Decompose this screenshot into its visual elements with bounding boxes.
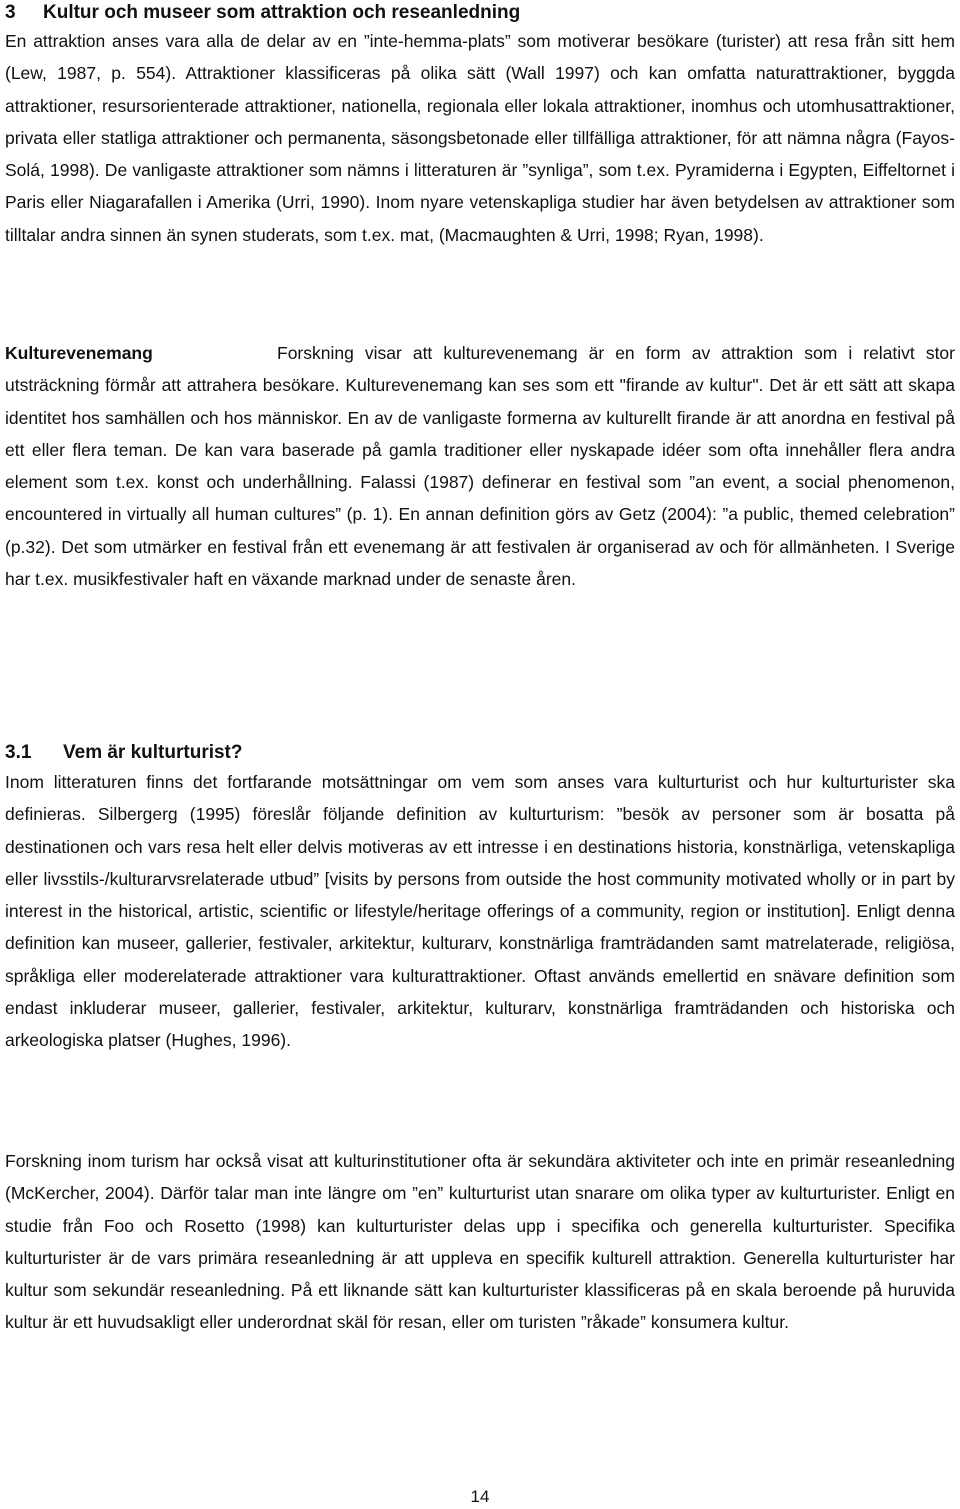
paragraph-cultural-events-text: Forskning visar att kulturevenemang är en form av attraktion som i relativt stor utsträckning förmår att attrahera besökare. Kulturevenemang kan ses som ett "firande av kultur". Det är ett sätt att skapa identitet hos samhällen och hos människor. En av de vanligaste formerna av kulturellt firande är att anordna en festival på ett eller flera teman. De kan vara baserade på gamla traditioner eller nyskapade idéer som ofta innehåller flera andra element som t.ex. konst och underhållning. Falassi (1987) definerar en festival som ”an event, a social phenomenon, encountered in virtually all human cultures” (p. 1). En annan definition görs av Getz (2004): ”a public, themed celebration” (p.32). Det som utmärker en festival från ett evenemang är att festivalen är organiserad av och för allmänheten. I Sverige har t.ex. musikfestivaler haft en växande marknad under de senaste åren. xyxy=(5,343,955,590)
subsection-number: 3.1 xyxy=(5,742,32,763)
section-title: Kultur och museer som attraktion och reseanledning xyxy=(43,2,521,23)
section-heading xyxy=(5,0,520,26)
paragraph-cultural-events xyxy=(5,337,955,595)
subsection-heading xyxy=(5,740,243,766)
section-number: 3 xyxy=(5,2,16,23)
paragraph-cultural-tourist-types: Forskning inom turism har också visat att kulturinstitutioner ofta är sekundära aktiviteter och inte en primär reseanledning (McKercher, 2004). Därför talar man inte längre om ”en” kulturturist utan snarare om olika typer av kulturturister. Enligt en studie från Foo och Rosetto (1998) kan kulturturister delas upp i specifika och generella kulturturister. Specifika kulturturister är de vars primära reseanledning är att uppleva en specifik kulturell attraktion. Generella kulturturister har kultur som sekundär reseanledning. På ett liknande sätt kan kulturturister klassificeras på en skala beroende på huruvida kultur är ett huvudsakligt eller underordnat skäl för resan, eller om turisten ”råkade” konsumera kultur. xyxy=(5,1151,955,1333)
paragraph-lead-term: Kulturevenemang xyxy=(5,343,153,363)
subsection-title: Vem är kulturturist? xyxy=(63,742,243,763)
paragraph-cultural-tourist-definition: Inom litteraturen finns det fortfarande motsättningar om vem som anses vara kulturturist och hur kulturturister ska definieras. Silbergerg (1995) föreslår följande definition av kulturturism: ”besök av personer som är bosatta på destinationen och vars resa helt eller delvis motiveras av ett intresse i en destinations historia, konstnärliga, vetenskapliga eller livsstils-/kulturarvsrelaterade utbud” [visits by persons from outside the host community motivated wholly or in part by interest in the historical, artistic, scientific or lifestyle/heritage offerings of a community, region or institution]. Enligt denna definition kan museer, gallerier, festivaler, arkitektur, kulturarv, konstnärliga framträdanden samt matrelaterade, religiösa, språkliga eller moderelaterade attraktioner vara kulturattraktioner. Oftast används emellertid en snävare definition som endast inkluderar museer, gallerier, festivaler, arkitektur, kulturarv, konstnärliga framträdanden och historiska och arkeologiska platser (Hughes, 1996). xyxy=(5,772,955,1051)
page-number: 14 xyxy=(470,1487,490,1506)
paragraph-attractions: En attraktion anses vara alla de delar av en ”inte-hemma-plats” som motiverar besökare (turister) att resa från sitt hem (Lew, 1987, p. 554). Attraktioner klassificeras på olika sätt (Wall 1997) och kan omfatta naturattraktioner, byggda attraktioner, resursorienterade attraktioner, nationella, regionala eller lokala attraktioner, inomhus och utomhusattraktioner, privata eller statliga attraktioner och permanenta, säsongsbetonade eller tillfälliga attraktioner, för att nämna några (Fayos-Solá, 1998). De vanligaste attraktioner som nämns i litteraturen är ”synliga”, som t.ex. Pyramiderna i Egypten, Eiffeltornet i Paris eller Niagarafallen i Amerika (Urri, 1990). Inom nyare vetenskapliga studier har även betydelsen av attraktioner som tilltalar andra sinnen än synen studerats, som t.ex. mat, (Macmaughten & Urri, 1998; Ryan, 1998). xyxy=(5,31,955,245)
